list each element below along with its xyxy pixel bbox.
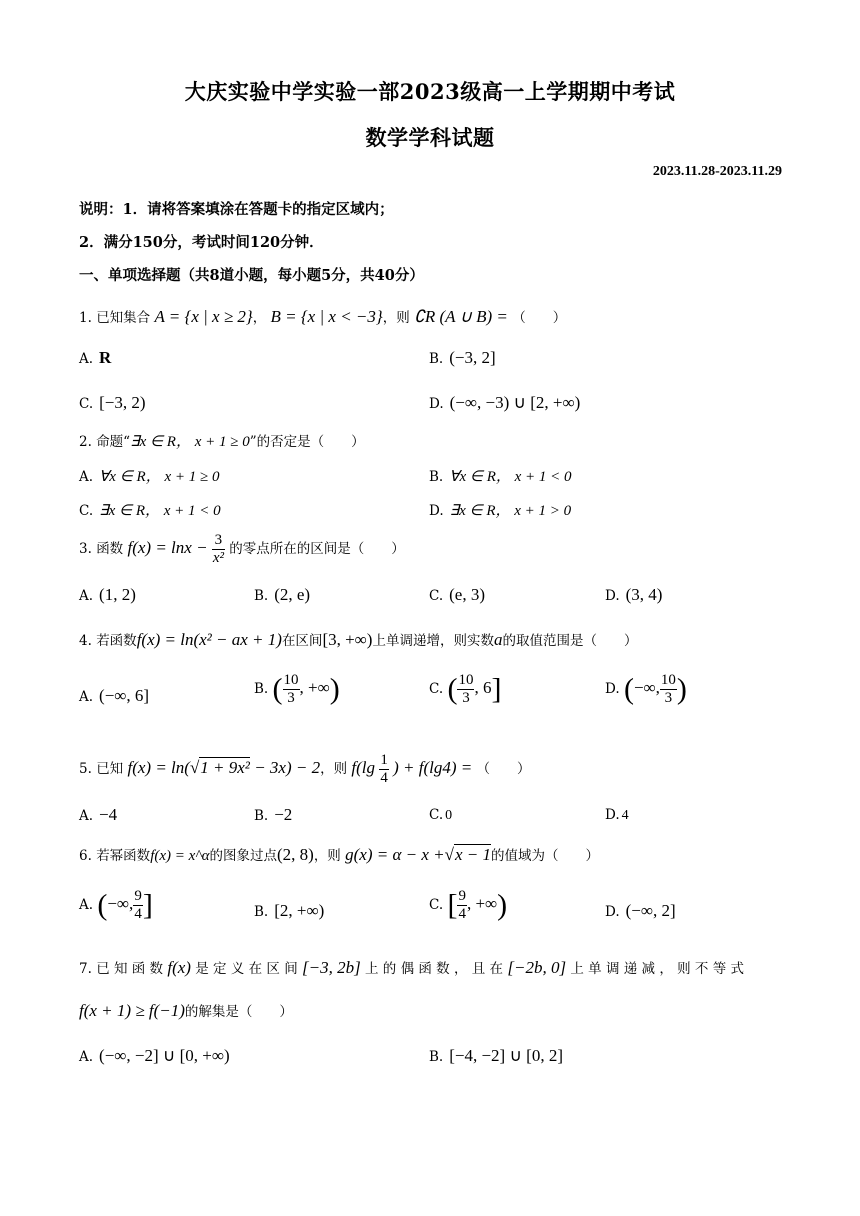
- q3-option-a: A. (1, 2): [79, 585, 136, 604]
- question-7: 7. 已 知 函 数 f(x) 是 定 义 在 区 间 [−3, 2b] 上 的 偶 函 数 ， 且 在 [−2b, 0] 上 单 调 递 减 ， 则 不 等 式: [79, 958, 744, 977]
- q3-option-d: D. (3, 4): [605, 585, 663, 604]
- question-6: 6. 若幂函数f(x) = x^α的图象过点(2, 8)，则 g(x) = α − x +√x − 1的值域为（ ）: [79, 845, 599, 864]
- fraction: $\frac{3}{\text{x²}}$: [212, 532, 224, 566]
- q5-option-d: D. 4: [605, 807, 629, 823]
- q4-option-b: B. ( $\frac{10}{3}$ , +∞): [254, 672, 340, 706]
- question-7-line-2: f(x + 1) ≥ f(−1)的解集是（ ）: [79, 1001, 293, 1020]
- question-3: 3. 函数 f(x) = lnx − $\frac{3}{\text{x²}}$ 的零点所在的区间是（ ）: [79, 532, 405, 566]
- q2-option-b: B. ∀x ∈ R， x + 1 < 0: [429, 469, 572, 485]
- q1-option-d: D. (−∞, −3) ∪ [2, +∞): [429, 393, 581, 412]
- question-4: 4. 若函数f(x) = ln(x² − ax + 1)在区间[3, +∞)上单调递增，则实数a的取值范围是（ ）: [79, 630, 638, 649]
- q5-option-b: B. −2: [254, 805, 293, 824]
- q1-option-b: B. (−3, 2]: [429, 348, 496, 367]
- q1-option-a: A. R: [79, 348, 112, 367]
- set-a: A = {x | x ≥ 2}: [154, 307, 253, 326]
- q6-option-c: C. [ $\frac{9}{4}$ , +∞): [429, 888, 508, 922]
- note-2: 2．满分150分，考试时间120分钟．: [79, 234, 324, 251]
- section-heading: 一、单项选择题（共8道小题，每小题5分，共40分）: [79, 267, 424, 284]
- q7-option-a: A. (−∞, −2] ∪ [0, +∞): [79, 1046, 230, 1065]
- question-1: 1. 已知集合 A = {x | x ≥ 2}， B = {x | x < −3}，则 ∁R (A ∪ B) = （ ）: [79, 307, 567, 326]
- set-b: B = {x | x < −3}: [270, 307, 383, 326]
- note-1: 说明：1．请将答案填涂在答题卡的指定区域内；: [79, 201, 394, 218]
- q3-option-c: C. (e, 3): [429, 585, 486, 604]
- complement-expr: ∁R (A ∪ B) =: [414, 307, 508, 326]
- question-5: 5. 已知 f(x) = ln(√1 + 9x² − 3x) − 2，则 f(lg $\frac{1}{4}$ ) + f(lg4) = （ ）: [79, 752, 531, 786]
- exam-date: 2023.11.28-2023.11.29: [652, 164, 782, 179]
- q6-option-b: B. [2, +∞): [254, 901, 325, 920]
- q6-option-a: A. (−∞, $\frac{9}{4}$ ]: [79, 888, 153, 922]
- q2-option-d: D. ∃x ∈ R， x + 1 > 0: [429, 503, 572, 519]
- exam-title: 大庆实验中学实验一部2023级高一上学期期中考试: [184, 79, 676, 104]
- q5-option-a: A. −4: [79, 805, 118, 824]
- q4-option-c: C. ( $\frac{10}{3}$ , 6]: [429, 672, 502, 706]
- q6-option-d: D. (−∞, 2]: [605, 901, 676, 920]
- q3-option-b: B. (2, e): [254, 585, 311, 604]
- q2-option-c: C. ∃x ∈ R， x + 1 < 0: [79, 503, 221, 519]
- exam-subtitle: 数学学科试题: [365, 125, 495, 150]
- question-2: 2. 命题“∃x ∈ R， x + 1 ≥ 0”的否定是（ ）: [79, 434, 365, 450]
- q4-option-d: D. (−∞, $\frac{10}{3}$ ): [605, 672, 687, 706]
- q1-option-c: C. [−3, 2): [79, 393, 146, 412]
- q4-option-a: A. (−∞, 6]: [79, 686, 150, 705]
- q2-option-a: A. ∀x ∈ R， x + 1 ≥ 0: [79, 469, 220, 485]
- q7-option-b: B. [−4, −2] ∪ [0, 2]: [429, 1046, 563, 1065]
- q5-option-c: C. 0: [429, 807, 453, 823]
